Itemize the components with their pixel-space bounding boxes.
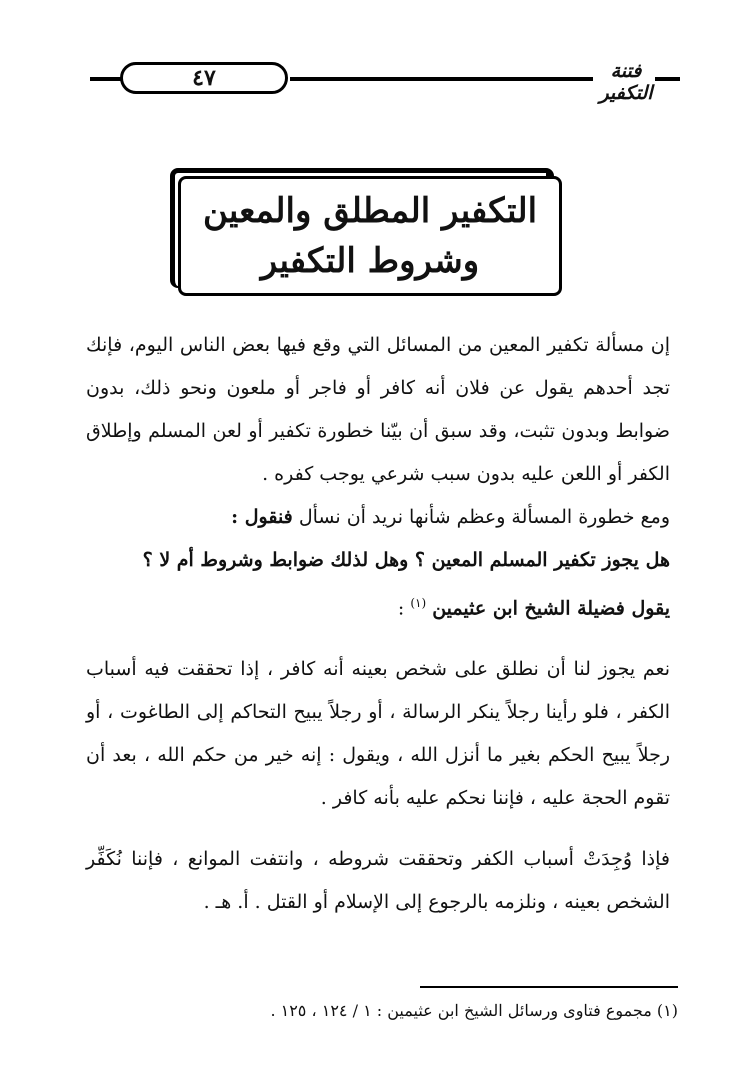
question-lead-text: ومع خطورة المسألة وعظم شأنها نريد أن نسأل bbox=[298, 506, 670, 528]
paragraph-question-lead bbox=[86, 496, 670, 539]
question-lead-bold: فنقول : bbox=[231, 506, 293, 528]
paragraph-intro: إن مسألة تكفير المعين من المسائل التي وقع فيها بعض الناس اليوم، فإنك تجد أحدهم يقول عن فلان أنه كافر أو فاجر أو ملعون ونحو ذلك، بدون ضوابط وبدون تثبت، وقد سبق أن بيّنا خطورة تكفير أو لعن المسلم وإطلاق الكفر أو اللعن عليه بدون سبب شرعي يوجب كفره . bbox=[86, 334, 670, 485]
footnote-ref: (١) bbox=[410, 596, 427, 610]
chapter-title-line-1: التكفير المطلق والمعين bbox=[202, 191, 538, 231]
attribution-text: يقول فضيلة الشيخ ابن عثيمين bbox=[432, 597, 670, 620]
header-rule-left bbox=[90, 77, 122, 81]
chapter-title-line-2: وشروط التكفير bbox=[260, 241, 480, 281]
chapter-title-box bbox=[178, 176, 562, 296]
attribution-colon: : bbox=[397, 597, 405, 620]
attribution-line bbox=[86, 582, 670, 630]
page-number: ٤٧ bbox=[120, 62, 288, 94]
question-heading: هل يجوز تكفير المسلم المعين ؟ وهل لذلك ضوابط وشروط أم لا ؟ bbox=[142, 549, 670, 571]
running-title: فتنة التكفير bbox=[599, 60, 653, 104]
paragraph-answer: نعم يجوز لنا أن نطلق على شخص بعينه أنه كافر ، إذا تحققت فيه أسباب الكفر ، فلو رأينا رجلاً ينكر الرسالة ، أو رجلاً يبيح التحاكم إلى الطاغوت ، أو رجلاً يبيح الحكم بغير ما أنزل الله ، ويقول : إنه خير من حكم الله ، بعد أن تقوم الحجة عليه ، فإننا نحكم عليه بأنه كافر . bbox=[86, 658, 670, 810]
header-rule-right bbox=[655, 77, 680, 81]
page-header bbox=[90, 58, 680, 104]
header-rule-middle bbox=[290, 77, 593, 81]
footnote: (١) مجموع فتاوى ورسائل الشيخ ابن عثيمين : ١ / ١٢٤ ، ١٢٥ . bbox=[270, 1001, 678, 1020]
body-text bbox=[86, 324, 670, 924]
footnote-separator bbox=[420, 986, 678, 988]
paragraph-conclusion: فإذا وُجِدَتْ أسباب الكفر وتحققت شروطه ، وانتفت الموانع ، فإننا نُكَفِّر الشخص بعينه ، ونلزمه بالرجوع إلى الإسلام أو القتل . أ. هـ . bbox=[86, 848, 670, 914]
